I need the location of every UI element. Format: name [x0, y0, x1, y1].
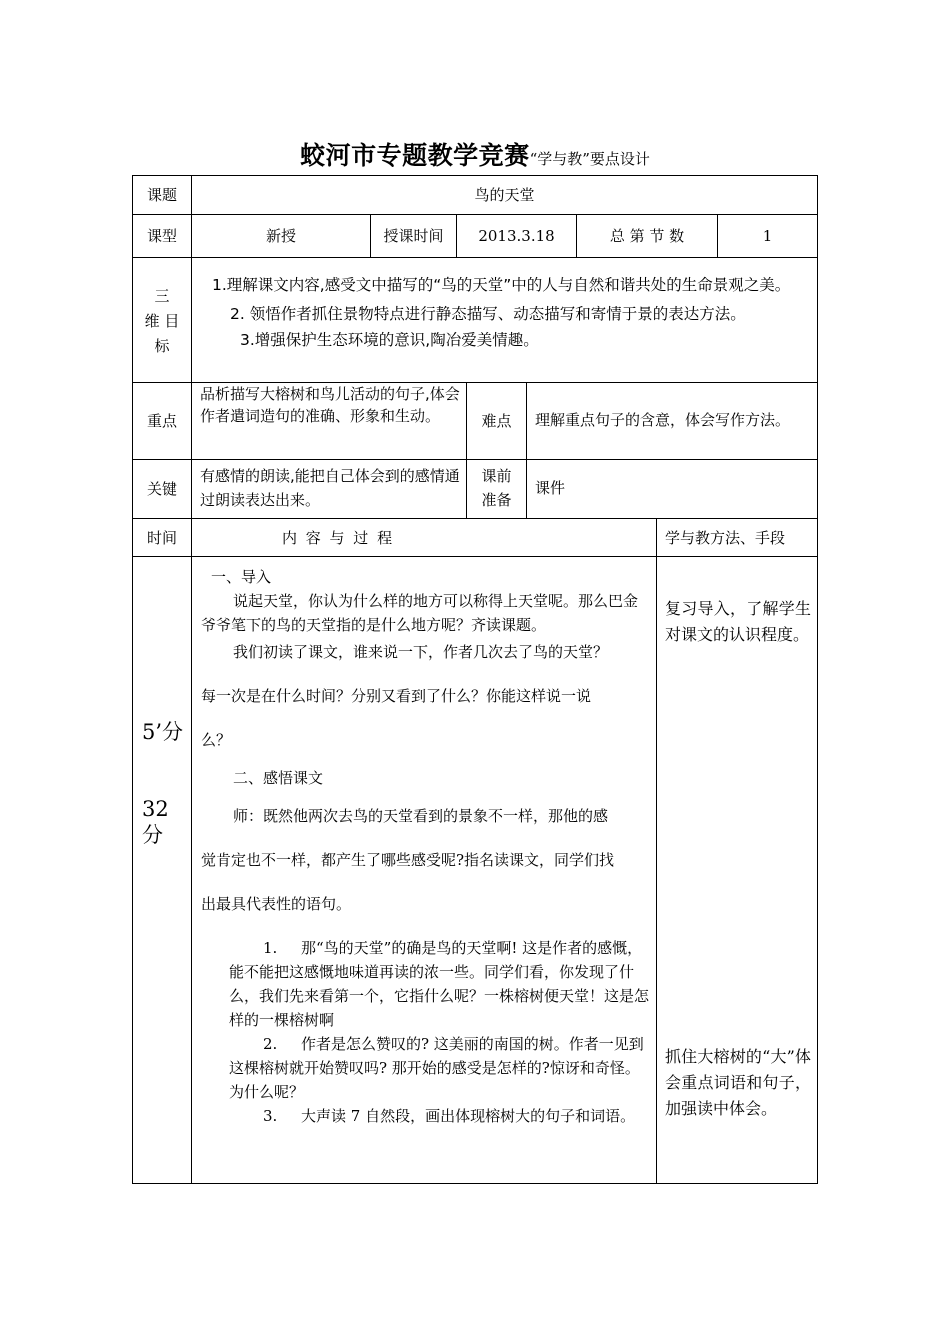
item-2-number: 2.	[263, 1035, 278, 1053]
goals-content	[200, 270, 812, 352]
method-1: 复习导入，了解学生对课文的认识程度。	[665, 599, 811, 644]
list-item	[201, 1104, 651, 1128]
section-1-para-3b: 么？	[201, 731, 232, 749]
teach-time-value: 2013.3.18	[478, 226, 555, 245]
total-sections-value: 1	[762, 226, 773, 245]
item-3-text: 大声读 7 自然段，画出体现榕树大的句子和词语。	[301, 1107, 636, 1125]
goal-1: 1.理解课文内容,感受文中描写的“鸟的天堂”中的人与自然和谐共处的生命景观之美。	[212, 276, 791, 294]
goal-2: 2. 领悟作者抓住景物特点进行静态描写、动态描写和寄情于景的表达方法。	[230, 305, 746, 323]
section-2-para-1c: 出最具代表性的语句。	[201, 895, 352, 913]
key-value: 有感情的朗读,能把自己体会到的感情通过朗读表达出来。	[200, 467, 460, 509]
prep-label: 课前 准备	[481, 467, 512, 509]
type-label: 课型	[146, 226, 177, 245]
difficulty-label: 难点	[481, 411, 512, 430]
title-sub: “学与教”要点设计	[529, 150, 650, 168]
item-2-text: 作者是怎么赞叹的? 这美丽的南国的树。作者一见到这棵榕树就开始赞叹吗? 那开始的感受是怎样的?惊讶和奇怪。为什么呢？	[229, 1035, 644, 1101]
item-3-number: 3.	[263, 1107, 278, 1125]
section-1-para-1: 说起天堂，你认为什么样的地方可以称得上天堂呢。那么巴金爷爷笔下的鸟的天堂指的是什么地方呢？齐读课题。	[201, 592, 639, 634]
section-1-para-3a: 每一次是在什么时间？分别又看到了什么？你能这样说一说	[201, 687, 592, 705]
teach-time-label: 授课时间	[383, 226, 444, 245]
topic-label: 课题	[146, 185, 177, 204]
method-2: 抓住大榕树的“大”体会重点词语和句子，加强读中体会。	[665, 1047, 811, 1118]
item-1-number: 1.	[263, 939, 278, 957]
prep-value: 课件	[535, 479, 566, 497]
section-1-title: 一、导入	[211, 568, 272, 586]
section-2-title: 二、感悟课文	[233, 769, 324, 787]
list-item	[201, 936, 651, 1032]
focus-label: 重点	[146, 411, 177, 430]
section-2-para-1a: 师：既然他两次去鸟的天堂看到的景象不一样，那他的感	[233, 807, 609, 825]
document-title	[0, 136, 950, 172]
topic-value: 鸟的天堂	[474, 185, 535, 204]
section-1-para-2: 我们初读了课文，谁来说一下，作者几次去了鸟的天堂？	[233, 643, 609, 661]
goals-label: 三 维 目 标	[144, 287, 180, 355]
item-1-text: 那“鸟的天堂”的确是鸟的天堂啊! 这是作者的感慨，能不能把这感慨地味道再读的浓一些。同学们看，你发现了什么，我们先来看第一个，它指什么呢？一株榕树便天堂！这是怎样的一棵榕树啊	[229, 939, 650, 1029]
time-1: 5’分	[142, 720, 184, 744]
difficulty-value: 理解重点句子的含意，体会写作方法。	[535, 411, 791, 429]
header-method: 学与教方法、手段	[665, 529, 786, 547]
header-content: 内 容 与 过 程	[282, 529, 395, 547]
header-time: 时间	[147, 529, 178, 547]
type-value: 新授	[265, 226, 296, 245]
focus-value: 品析描写大榕树和鸟儿活动的句子,体会作者遣词造句的准确、形象和生动。	[200, 385, 460, 425]
goal-3: 3.增强保护生态环境的意识,陶冶爱美情趣。	[240, 331, 539, 349]
key-label: 关键	[146, 479, 177, 498]
time-2: 32 分	[142, 797, 169, 847]
list-item	[201, 1032, 651, 1104]
title-main: 蛟河市专题教学竞赛	[300, 141, 530, 170]
content-body	[201, 565, 651, 1128]
section-2-para-1b: 觉肯定也不一样，都产生了哪些感受呢?指名读课文，同学们找	[201, 851, 615, 869]
total-sections-label: 总 第 节 数	[609, 226, 685, 245]
